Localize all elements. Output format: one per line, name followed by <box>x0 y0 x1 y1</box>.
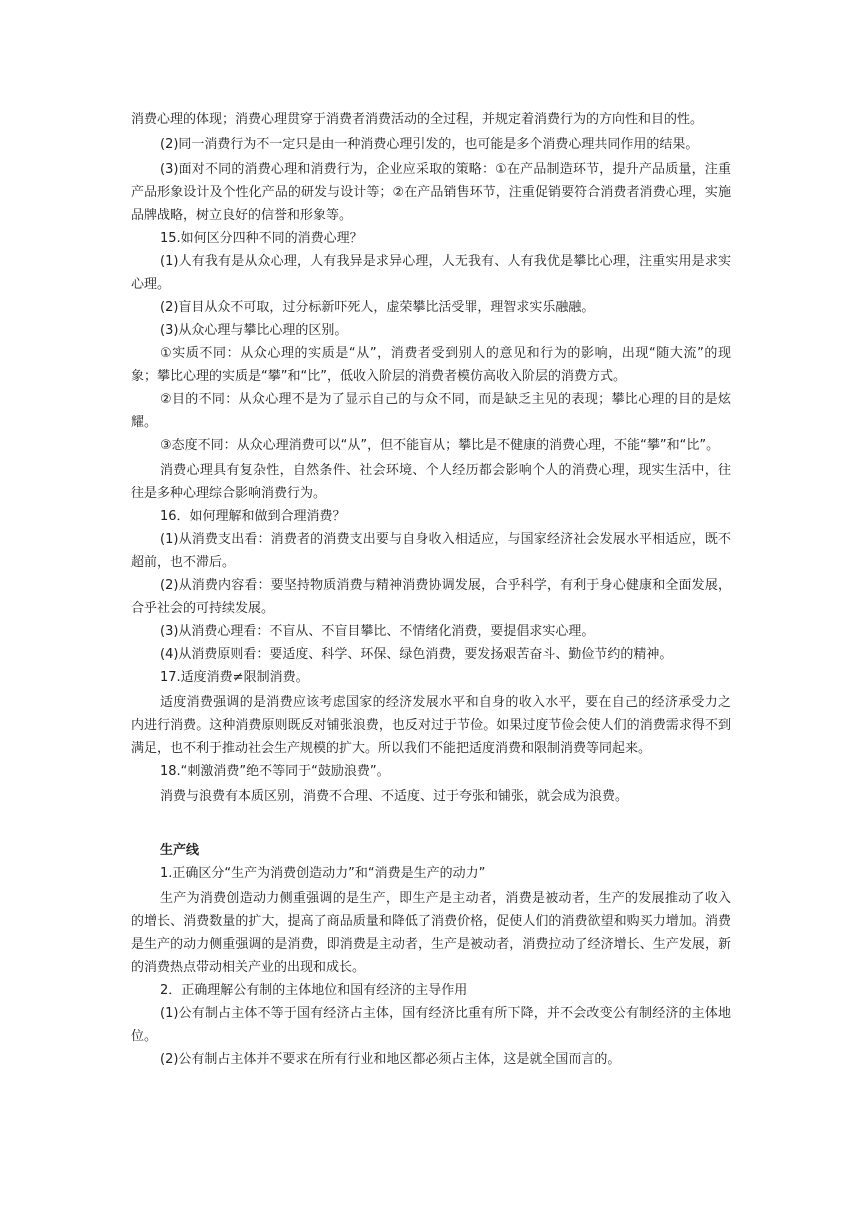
question-15: 15.如何区分四种不同的消费心理？ <box>160 231 363 246</box>
paragraph-consumption-psychology-embodiment: 消费心理的体现；消费心理贯穿于消费者消费活动的全过程，并规定着消费行为的方向性和目的性。 <box>131 112 704 127</box>
production-point-2-sub-1: (1)公有制占主体不等于国有经济占主体，国有经济比重有所下降，并不会改变公有制经济的主体地位。 <box>131 1006 731 1044</box>
section-heading-production: 生产线 <box>160 843 200 858</box>
paragraph-q16-point-2: (2)从消费内容看：要坚持物质消费与精神消费协调发展，合乎科学，有利于身心健康和全面发展，合乎社会的可持续发展。 <box>131 578 731 616</box>
document-body <box>131 108 731 1071</box>
paragraph-attitude-difference: ③态度不同：从众心理消费可以“从”，但不能盲从；攀比是不健康的消费心理，不能“攀”和“比”。 <box>160 438 720 453</box>
question-16: 16．如何理解和做到合理消费？ <box>160 509 346 524</box>
paragraph-moderate-consumption: 适度消费强调的是消费应该考虑国家的经济发展水平和自身的收入水平，要在自己的经济承受力之内进行消费。这种消费原则既反对铺张浪费，也反对过于节俭。如果过度节俭会使人们的消费需求得不到满足，也不利于推动社会生产规模的扩大。所以我们不能把适度消费和限制消费等同起来。 <box>131 695 731 756</box>
question-18: 18.“刺激消费”绝不等同于“鼓励浪费”。 <box>160 764 390 779</box>
question-17: 17.适度消费≠限制消费。 <box>160 670 309 685</box>
paragraph-complexity: 消费心理具有复杂性，自然条件、社会环境、个人经历都会影响个人的消费心理，现实生活中，往往是多种心理综合影响消费行为。 <box>131 463 731 501</box>
production-point-1-title: 1.正确区分“生产为消费创造动力”和“消费是生产的动力” <box>160 866 486 881</box>
production-point-2-sub-2: (2)公有制占主体并不要求在所有行业和地区都必须占主体，这是就全国而言的。 <box>160 1052 621 1067</box>
paragraph-q15-point-2: (2)盲目从众不可取，过分标新吓死人，虚荣攀比活受罪，理智求实乐融融。 <box>160 300 595 315</box>
paragraph-q15-point-1: (1)人有我有是从众心理，人有我异是求异心理，人无我有、人有我优是攀比心理，注重实用是求实心理。 <box>131 254 731 292</box>
paragraph-q16-point-3: (3)从消费心理看：不盲从、不盲目攀比、不情绪化消费，要提倡求实心理。 <box>160 624 595 639</box>
paragraph-consumption-vs-waste: 消费与浪费有本质区别，消费不合理、不适度、过于夸张和铺张，就会成为浪费。 <box>160 789 629 804</box>
paragraph-q15-point-3: (3)从众心理与攀比心理的区别。 <box>160 323 348 338</box>
paragraph-point-2: (2)同一消费行为不一定只是由一种消费心理引发的，也可能是多个消费心理共同作用的结果。 <box>160 137 699 152</box>
paragraph-essence-difference: ①实质不同：从众心理的实质是“从”，消费者受到别人的意见和行为的影响，出现“随大流”的现象；攀比心理的实质是“攀”和“比”，低收入阶层的消费者模仿高收入阶层的消费方式。 <box>131 346 731 384</box>
paragraph-q16-point-1: (1)从消费支出看：消费者的消费支出要与自身收入相适应，与国家经济社会发展水平相适应，既不超前，也不滞后。 <box>131 532 731 570</box>
paragraph-purpose-difference: ②目的不同：从众心理不是为了显示自己的与众不同，而是缺乏主见的表现；攀比心理的目的是炫耀。 <box>131 392 731 430</box>
production-point-2-title: 2．正确理解公有制的主体地位和国有经济的主导作用 <box>160 983 468 998</box>
production-point-1-body: 生产为消费创造动力侧重强调的是生产，即生产是主动者，消费是被动者，生产的发展推动了收入的增长、消费数量的扩大，提高了商品质量和降低了消费价格，促使人们的消费欲望和购买力增加。消费是生产的动力侧重强调的是消费，即消费是主动者，生产是被动者，消费拉动了经济增长、生产发展，新的消费热点带动相关产业的出现和成长。 <box>131 891 731 975</box>
paragraph-point-3-strategy: (3)面对不同的消费心理和消费行为，企业应采取的策略：①在产品制造环节，提升产品质量，注重产品形象设计及个性化产品的研发与设计等；②在产品销售环节，注重促销要符合消费者消费心理，实施品牌战略，树立良好的信誉和形象等。 <box>131 162 731 223</box>
paragraph-q16-point-4: (4)从消费原则看：要适度、科学、环保、绿色消费，要发扬艰苦奋斗、勤俭节约的精神。 <box>160 647 673 662</box>
